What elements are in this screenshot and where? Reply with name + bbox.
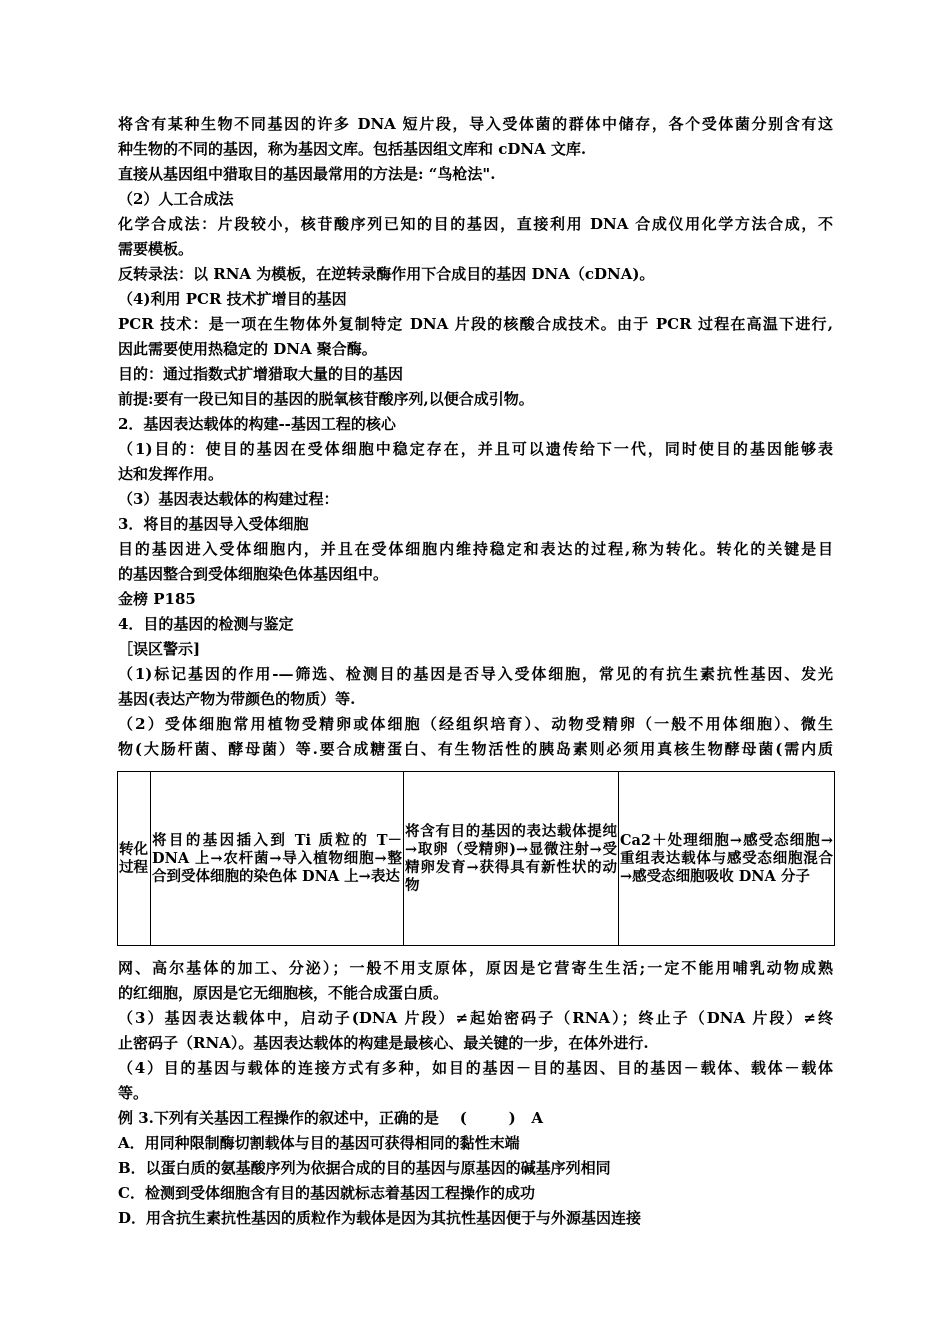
- text-line: 直接从基因组中猎取目的基因最常用的方法是: “鸟枪法".: [118, 165, 496, 183]
- reference-note: 金榜 P185: [118, 590, 196, 608]
- text-line: PCR 技术：是一项在生物体外复制特定 DNA 片段的核酸合成技术。由于 PCR 过程在高温下进行,: [118, 315, 833, 333]
- text-line: 种生物的不同的基因，称为基因文库。包括基因组文库和 cDNA 文库.: [118, 140, 587, 158]
- text-line: （3）基因表达载体中，启动子(DNA 片段）≠起始密码子（RNA）；终止子（DNA 片段）≠终: [118, 1009, 833, 1027]
- section-heading: （2）人工合成法: [118, 190, 234, 208]
- bottom-text-block: [118, 956, 833, 1231]
- text-line: 的红细胞，原因是它无细胞核，不能合成蛋白质。: [118, 984, 449, 1002]
- text-line: 等。: [118, 1084, 149, 1102]
- top-text-block: [118, 112, 833, 762]
- section-heading: 3．将目的基因导入受体细胞: [118, 515, 309, 533]
- animal-cell: 将含有目的基因的表达载体提纯→取卵（受精卵)→显微注射→受精卵发育→获得具有新性状的动物: [404, 772, 619, 946]
- text-line: 目的：通过指数式扩增猎取大量的目的基因: [118, 365, 404, 383]
- option-d: D．用含抗生素抗性基因的质粒作为载体是因为其抗性基因便于与外源基因连接: [118, 1209, 642, 1227]
- row-header-cell: 转化过程: [118, 772, 151, 946]
- section-heading: 4．目的基因的检测与鉴定: [118, 615, 294, 633]
- text-line: 前提:要有一段已知目的基因的脱氧核苷酸序列,以便合成引物。: [118, 390, 534, 408]
- text-line: 止密码子（RNA）。基因表达载体的构建是最核心、最关键的一步，在体外进行.: [118, 1034, 649, 1052]
- table-row: [118, 772, 835, 946]
- text-line: 的基因整合到受体细胞染色体基因组中。: [118, 565, 389, 583]
- transformation-table: [117, 771, 835, 946]
- text-line: 达和发挥作用。: [118, 465, 224, 483]
- text-line: 化学合成法：片段较小，核苷酸序列已知的目的基因，直接利用 DNA 合成仪用化学方法合成，不: [118, 215, 833, 233]
- text-line: 需要模板。: [118, 240, 194, 258]
- example-question: 例 3.下列有关基因工程操作的叙述中，正确的是 ( ) A: [118, 1109, 544, 1127]
- text-line: 反转录法：以 RNA 为模板，在逆转录酶作用下合成目的基因 DNA（cDNA)。: [118, 265, 655, 283]
- text-line: 目的基因进入受体细胞内，并且在受体细胞内维持稳定和表达的过程,称为转化。转化的关键是目: [118, 540, 833, 558]
- text-line: （1)标记基因的作用-—筛选、检测目的基因是否导入受体细胞，常见的有抗生素抗性基因、发光: [118, 665, 833, 683]
- text-line: （4）目的基因与载体的连接方式有多种，如目的基因－目的基因、目的基因－载体、载体－载体: [118, 1059, 833, 1077]
- microbe-cell: Ca2＋处理细胞→感受态细胞→重组表达载体与感受态细胞混合→感受态细胞吸收 DNA 分子: [619, 772, 835, 946]
- option-a: A．用同种限制酶切割载体与目的基因可获得相同的黏性末端: [118, 1134, 520, 1152]
- warning-heading: ［误区警示]: [118, 640, 201, 658]
- section-heading: 2．基因表达载体的构建--基因工程的核心: [118, 415, 396, 433]
- text-line: 基因(表达产物为带颜色的物质）等.: [118, 690, 356, 708]
- text-line: （2）受体细胞常用植物受精卵或体细胞（经组织培育）、动物受精卵（一般不用体细胞）、微生: [118, 715, 833, 733]
- text-line: 因此需要使用热稳定的 DNA 聚合酶。: [118, 340, 377, 358]
- text-line: 将含有某种生物不同基因的许多 DNA 短片段，导入受体菌的群体中储存，各个受体菌分别含有这: [118, 115, 833, 133]
- text-line: 网、高尔基体的加工、分泌）；一般不用支原体，原因是它营寄生生活;一定不能用哺乳动物成熟: [118, 959, 833, 977]
- option-c: C．检测到受体细胞含有目的基因就标志着基因工程操作的成功: [118, 1184, 535, 1202]
- option-b: B．以蛋白质的氨基酸序列为依据合成的目的基因与原基因的碱基序列相同: [118, 1159, 611, 1177]
- text-line: （1)目的：使目的基因在受体细胞中稳定存在，并且可以遗传给下一代，同时使目的基因能够表: [118, 440, 833, 458]
- section-heading: （3）基因表达载体的构建过程：: [118, 490, 339, 508]
- text-line: 物(大肠杆菌、酵母菌）等.要合成糖蛋白、有生物活性的胰岛素则必须用真核生物酵母菌(需内质: [118, 740, 833, 758]
- plant-cell: 将目的基因插入到 Ti 质粒的 T－DNA 上→农杆菌→导入植物细胞→整合到受体细胞的染色体 DNA 上→表达: [151, 772, 404, 946]
- section-heading: （4)利用 PCR 技术扩增目的基因: [118, 290, 347, 308]
